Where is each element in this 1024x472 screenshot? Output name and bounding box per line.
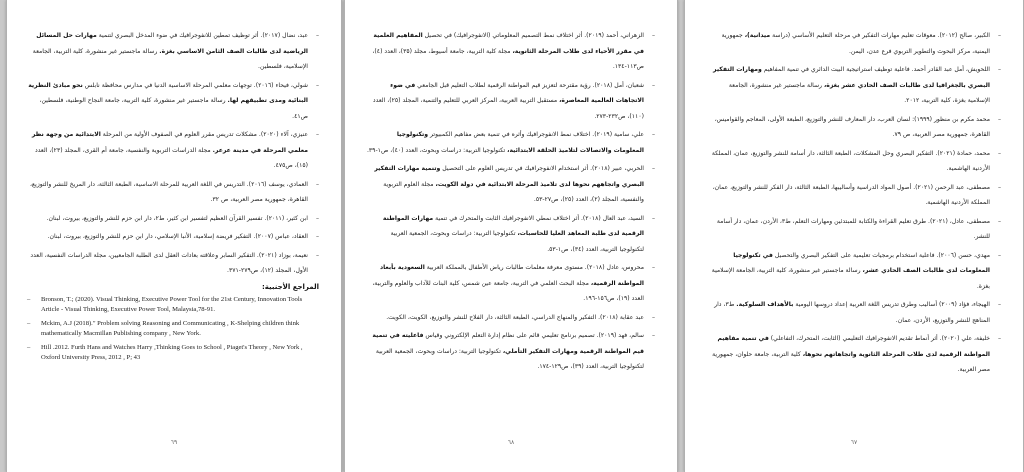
reference-item: – عبد، نضال (٢٠١٧). أثر توظيف تمطين للانفوجرافيك في ضوء المدخل البصري لتنمية مهارات حل المسائل الرياضية لدى طالبات الصف الثامن الاساسي بغزة. رسالة ماجستير غير منشورة، كلية التربية، الجامعة الإسلامية، فلسطين. [27,28,319,75]
document-page-69 [6,0,342,472]
reference-item: – الحربي، عبير (٢٠١٨). أثر استخدام الانفوجرافيك في تدريس العلوم على التحصيل وتنمية مهارات التفكير البصري واتجاههم نحوها لدى تلاميذ المرحلة الابتدائية في دولة الكويت، مجلة العلوم التربوية والنفسية، المجلد (٢)، العدد (٢٥)، ص٢٧-٥٣. [365,161,655,208]
reference-item: – السيد، عبد العال (٢٠١٨). أثر اختلاف نمطي الانفوجرافيك الثابت والمتحرك في تنمية مهارات المواطنة الرقمية لدى طلبة المعاهد العليا للحاسبات، تكنولوجيا التربية: دراسات وبحوث، الجمعية العربية لتكنولوجيا التربية، العدد (٣٤)، ص١-٥٣. [365,211,655,258]
page-number: ٦٩ [170,439,178,446]
reference-item: – خليفة، علي (٢٠٢٠). أثر أنماط تقديم الانفوجرافيك التعليمي (الثابت، المتحرك، التفاعلي) في تنمية مفاهيم المواطنة الرقمية لدى طلاب المرحلة الثانوية واتجاهاتهم نحوها، كلية التربية، جامعة حلوان، جمهورية مصر العربية. [705,331,1001,378]
page-number: ٦٧ [850,439,858,446]
page-number: ٦٨ [507,439,515,446]
reference-item: – سالم، فهد (٢٠١٩). تصميم برنامج تعليمي قائم على نظام إدارة التعلم الإلكتروني وقياس فاعليته في تنمية قيم المواطنة الرقمية ومهارات التفكير التأملي، تكنولوجيا التربية: دراسات وبحوث، الجمعية العربية لتكنولوجيا التربية، العدد (٣٩)، ص١٢٩-١٧٤. [365,328,655,375]
reference-item: – العمادي، يوسف (٢٠١٦). التدريس في اللغة العربية للمرحلة الاساسية، الطبعة الثالثة، دار المريخ للنشر والتوزيع، القاهرة، جمهورية مصر العربية، ص ٣٢. [27,177,319,208]
reference-item: – علي، سامية (٢٠١٩). اختلاف نمط الانفوجرافيك وأثره في تنمية بعض مفاهيم الكمبيوتر وتكنولوجيا المعلومات والاتصالات لتلاميذ الحلقة الابتدائية، تكنولوجيا التربية: دراسات وبحوث، العدد (٤٠)، ص١-٣٩. [365,127,655,158]
document-page-67 [684,0,1024,472]
reference-list [27,28,319,367]
reference-list [705,28,1001,381]
foreign-reference-item: – Bronson, T.; (2020). Visual Thinking, Executive Power Tool for the 21st Century, Innovation Tools Article - Visual Thinking, Executive Power Tool, Malaysia,78-91. [27,295,319,315]
document-page-68 [344,0,678,472]
foreign-reference-item: – Hill .2012. Furth Hans and Watches Harry ,Thinking Goes to School , Piaget's Theory , New York , Oxford University Press, 2012 , P; 43 [27,343,319,363]
reference-item: – اللحويش، أمل عبد القادر أحمد. فاعلية توظيف استراتيجية البيت الدائري في تنمية المفاهيم ومهارات التفكير البصري بالجغرافيا لدى طالبات الصف الحادي عشر بغزة، رسالة ماجستير غير منشورة، الجامعة الإسلامية بغزة، كلية التربية، ٢٠١٢. [705,62,1001,109]
reference-item: – عنيزي، آلاء (٢٠٢٠). مشكلات تدريس مقرر العلوم في الصفوف الأولية من المرحلة الابتدائية من وجهة نظر معلمي المرحلة في مدينة عرعر. مجلة الدراسات التربوية والنفسية، جامعة أم القرى، المجلد (٢٣)، العدد (١٥)، ص٤٧٥. [27,127,319,174]
reference-item: – عبد عقابة (٢٠١٨). التفكير والمنهاج الدراسي، الطبعة الثالثة، دار الفلاح للنشر والتوزيع، الكويت، الكويت. [365,310,655,326]
reference-item: – العقاد، عباس (٢٠٠٧). التفكير فريضة إسلامية، الأنبا الإسلامي، دار ابن حزم للنشر والتوزيع، بيروت، لبنان. [27,229,319,245]
reference-item: – مهدي، حسن (٢٠٠٦). فاعلية استخدام برمجيات تعليمية على التفكير البصري والتحصيل في تكنولوجيا المعلومات لدى طالبات الصف الحادي عشر، رسالة ماجستير غير منشورة، كلية التربية، الجامعة الإسلامية بغزة. [705,248,1001,295]
reference-item: – شعبان، أمل (٢٠١٨). رؤية مقترحة لتعزيز قيم المواطنة الرقمية لطلاب التعليم قبل الجامعي في ضوء الاتجاهات العالمية المعاصرة، مستقبل التربية العربية، المركز العربي للتعليم والتنمية، المجلد (٢٥)، العدد (١١٠)، ص٢٣٢-٢٧٣. [365,78,655,125]
reference-item: – محروس، عادل (٢٠١٨). مستوى معرفة معلمات طالبات رياض الأطفال بالمملكة العربية السعودية بأبعاد المواطنة الرقمية، مجلة البحث العلمي في التربية، جامعة عين شمس، كلية البنات للآداب والعلوم والتربية، العدد (١٩)، ص١٥٦-١٩٦. [365,260,655,307]
reference-item: – شولي، فيحاء (٢٠١٦). توجهات معلمي المرحلة الاساسية الدنيا في مدارس محافظة نابلس نحو مبادئ النظرية البنائية ومدى تطبيقهم لها. رسالة ماجستير غير منشورة، كلية التربية، جامعة النجاح الوطنية، فلسطين، ص٤١. [27,78,319,125]
reference-item: – الهيجاء، فؤاد (٢٠٠٩) أساليب وطرق تدريس اللغة العربية إعداد دروسها اليومية بالأهداف السلوكية. ط٣، دار المناهج للنشر والتوزيع، الأردن، عمان. [705,297,1001,328]
reference-item: – مصطفى، عبد الرحمن (٢٠٢١). أصول المواد الدراسية وأساليبها، الطبعة الثالثة، دار الفكر للنشر والتوزيع، عمان، المملكة الأردنية الهاشمية. [705,180,1001,211]
reference-item: – محمد، حمادة (٢٠٢١). التفكير البصري وحل المشكلات، الطبعة الثالثة، دار أسامة للنشر والتوزيع، عمان، المملكة الأردنية الهاشمية. [705,146,1001,177]
reference-item: – مصطفى، عادل، (٢٠٢١). طرق تعليم القراءة والكتابة للمبتدئين ومهارات التعلم، ط٣، الأردن، عمان، دار أسامة للنشر. [705,214,1001,245]
reference-item: – محمد مكرم بن منظور (١٩٩٩): لسان العرب، دار المعارف للنشر والتوزيع، الطبعة الأولى، المعاجم والقواميس، القاهرة، جمهورية مصر العربية، ص ٧٩. [705,112,1001,143]
reference-item: – الزهراني، أحمد (٢٠١٩). أثر اختلاف نمط التصميم المعلوماتي (الانفوجرافيك) في تحصيل المفاهيم العلمية في مقرر الأحياء لدى طلاب المرحلة الثانوية، مجلة كلية التربية، جامعة أسيوط، مجلد (٣٥)، العدد (٤)، ص١١٣-١٣٤. [365,28,655,75]
reference-list [365,28,655,378]
reference-item: – نعيمة، بوزاد (٢٠٢١). التفكير السابر وعلاقته بعادات العقل لدى الطلبة الجامعيين، مجلة الدراسات النفسية، العدد الأول، المجلد (١٢)، ص٢٧٩-٣٧١. [27,248,319,279]
reference-item: – ابن كثير، (٢٠١١). تفسير القرآن العظيم لتفسير ابن كثير، ط٢، دار ابن حزم للنشر والتوزيع، بيروت، لبنان. [27,211,319,227]
reference-item: – الكبير، صالح (٢٠١٢). معوقات تعليم مهارات التفكير في مرحلة التعليم الأساسي (دراسة ميدانية)، جمهورية اليمنية، مركز البحوث والتطوير التربوي فرع عدن، اليمن. [705,28,1001,59]
foreign-references-heading: المراجع الأجنبية: [261,282,319,291]
foreign-reference-item: – Mckim, A.J (2018)." Problem solving Reasoning and Communicating , K-Shelping children think mathematically Macmillan Publishing company , New York. [27,319,319,339]
